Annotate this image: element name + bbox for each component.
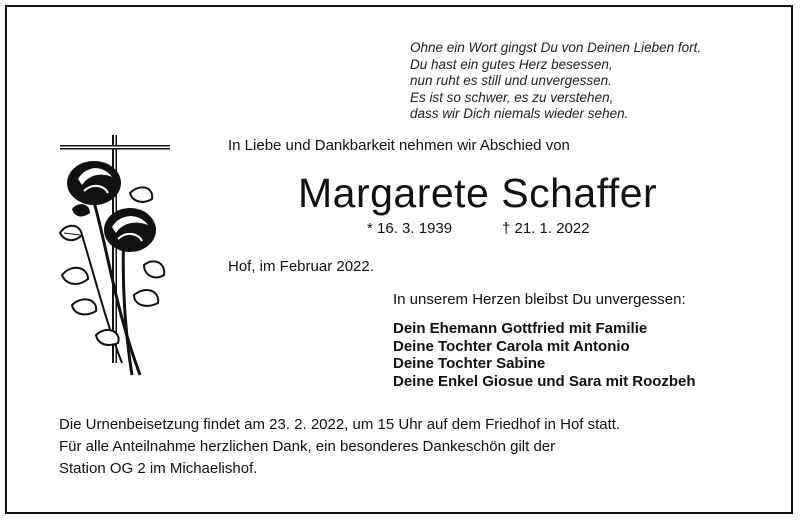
poem-line: dass wir Dich niemals wieder sehen.: [410, 106, 629, 122]
poem-line: Ohne ein Wort gingst Du von Deinen Lieben fort.: [410, 40, 702, 55]
mourner-entry: Deine Enkel Giosue und Sara mit Roozbeh: [393, 372, 696, 390]
poem-line: Du hast ein gutes Herz besessen,: [410, 56, 613, 72]
intro-text: In Liebe und Dankbarkeit nehmen wir Abschied von: [228, 137, 570, 154]
mourner-entry: Deine Tochter Carola mit Antonio: [393, 337, 630, 355]
deceased-name: Margarete Schaffer: [298, 170, 658, 216]
mourner-entry: Dein Ehemann Gottfried mit Familie: [393, 320, 648, 337]
notice-line: Für alle Anteilnahme herzlichen Dank, ein besonderes Dankeschön gilt der: [59, 438, 556, 455]
mourner-entry: Deine Tochter Sabine: [393, 355, 546, 372]
cross-with-roses-icon: [52, 135, 170, 387]
notice-line: Die Urnenbeisetzung findet am 23. 2. 2022, um 15 Uhr auf dem Friedhof in Hof statt.: [59, 416, 621, 433]
birth-date: * 16. 3. 1939: [367, 220, 453, 237]
death-date: † 21. 1. 2022: [502, 220, 590, 237]
notice-line: Station OG 2 im Michaelishof.: [59, 460, 258, 477]
poem-line: Es ist so schwer, es zu verstehen,: [410, 89, 614, 105]
poem-line: nun ruht es still und unvergessen.: [410, 73, 612, 89]
funeral-notice: [59, 414, 620, 480]
poem: [410, 40, 701, 123]
mourners-list: [393, 320, 696, 390]
place-date: Hof, im Februar 2022.: [228, 258, 374, 275]
memory-line: In unserem Herzen bleibst Du unvergessen:: [393, 291, 686, 308]
